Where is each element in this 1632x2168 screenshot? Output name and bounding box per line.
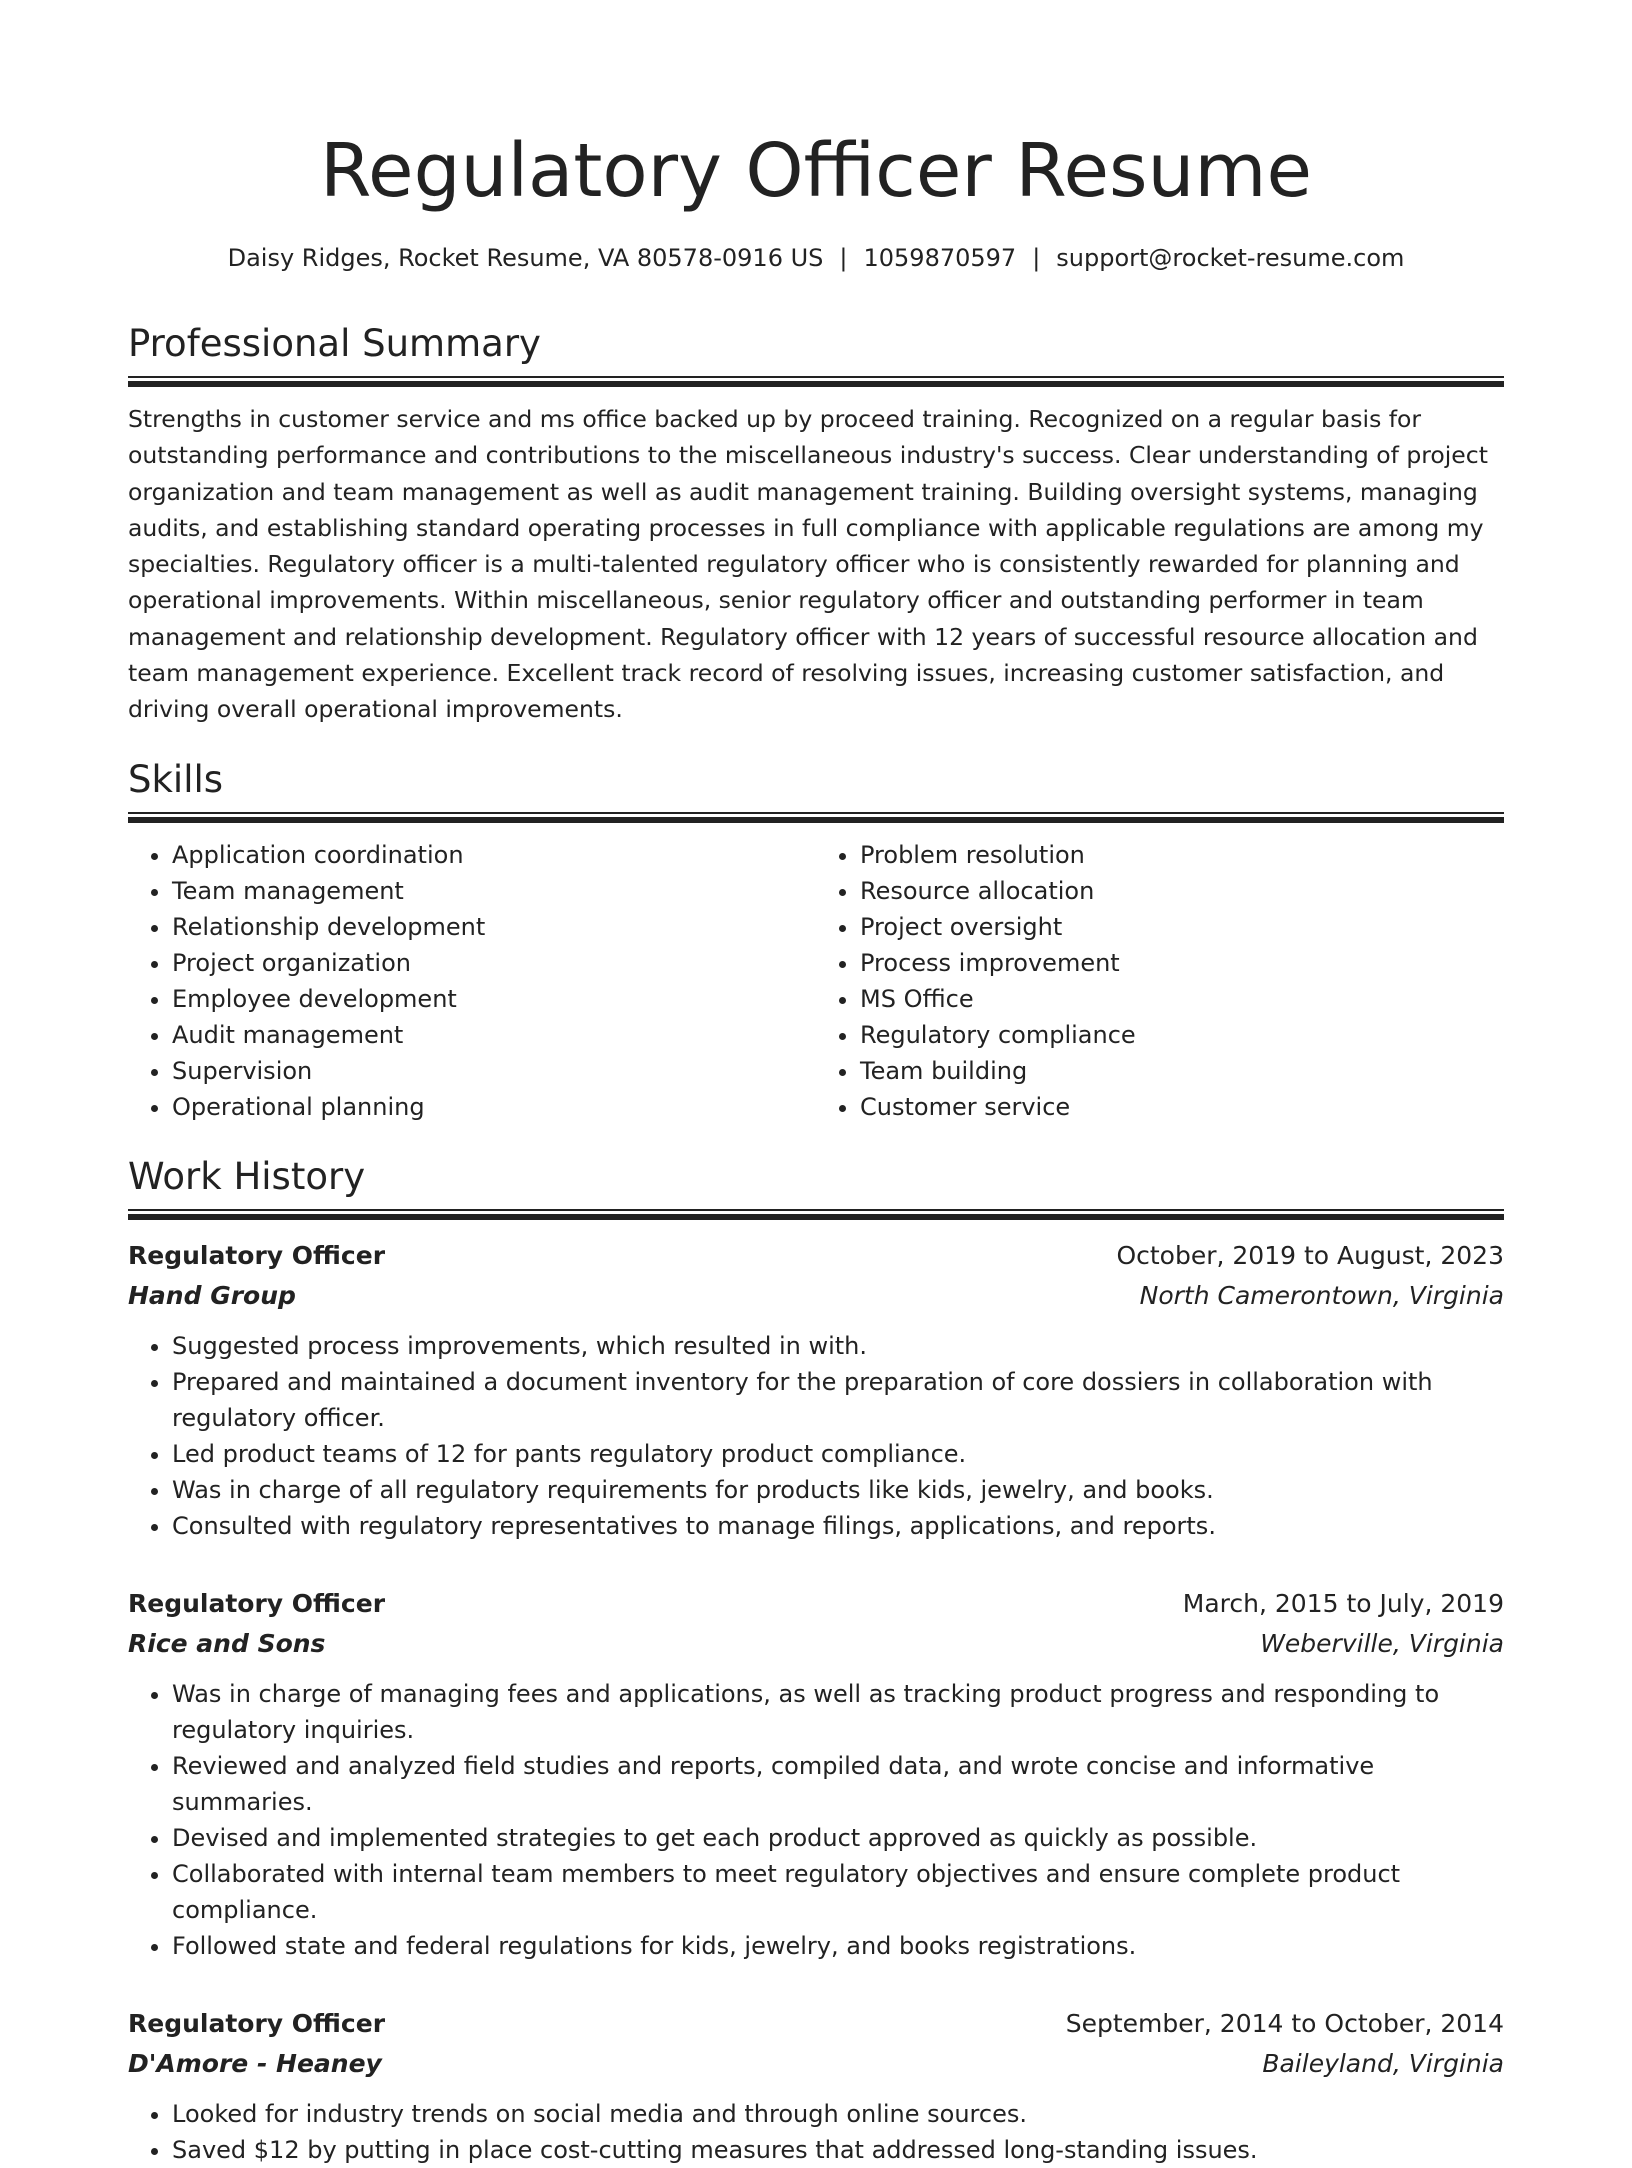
job-dates: October, 2019 to August, 2023 — [1116, 1240, 1504, 1270]
section-divider — [128, 376, 1504, 387]
skills-section — [128, 758, 1504, 1125]
job-subheader — [128, 1276, 1504, 1316]
skill-item: • Application coordination — [172, 837, 816, 873]
skills-list-right — [816, 837, 1504, 1125]
contact-separator: | — [1032, 244, 1041, 272]
skill-item: • Team management — [172, 873, 816, 909]
professional-summary-section — [128, 322, 1504, 728]
skill-item: • Employee development — [172, 981, 816, 1017]
job-bullet: • Looked for industry trends on social media and through online sources. — [172, 2096, 1504, 2132]
skill-item: • Team building — [860, 1053, 1504, 1089]
job-bullet: • Was in charge of managing fees and applications, as well as tracking product progress and responding to regulatory inquiries. — [172, 1676, 1504, 1748]
job-dates: March, 2015 to July, 2019 — [1182, 1588, 1504, 1618]
job-entry — [128, 1584, 1504, 1964]
skill-item: • Problem resolution — [860, 837, 1504, 873]
contact-address: Daisy Ridges, Rocket Resume, VA 80578-0916 US — [227, 244, 824, 272]
job-location: Weberville, Virginia — [1260, 1628, 1504, 1658]
job-subheader — [128, 1624, 1504, 1664]
contact-separator: | — [839, 244, 848, 272]
skill-item: • MS Office — [860, 981, 1504, 1017]
section-heading: Professional Summary — [128, 322, 541, 365]
job-bullet: • Was in charge of all regulatory requirements for products like kids, jewelry, and books. — [172, 1472, 1504, 1508]
job-bullet: • Reviewed and analyzed field studies and reports, compiled data, and wrote concise and informative summaries. — [172, 1748, 1504, 1820]
skill-item: • Supervision — [172, 1053, 816, 1089]
job-bullet: • Prepared and maintained a document inventory for the preparation of core dossiers in collaboration with regulatory officer. — [172, 1364, 1504, 1436]
section-divider — [128, 1209, 1504, 1220]
job-bullet: • Devised and implemented strategies to get each product approved as quickly as possible. — [172, 1820, 1504, 1856]
resume-title: Regulatory Officer Resume — [319, 128, 1313, 214]
job-title: Regulatory Officer — [128, 2008, 386, 2038]
job-bullets — [128, 2096, 1504, 2168]
skill-item: • Project organization — [172, 945, 816, 981]
job-entry — [128, 2004, 1504, 2168]
contact-email: support@rocket-resume.com — [1056, 244, 1405, 272]
job-header — [128, 1236, 1504, 1276]
job-location: North Camerontown, Virginia — [1139, 1280, 1504, 1310]
summary-text: Strengths in customer service and ms office backed up by proceed training. Recognized on a regular basis for outstanding performance and contributions to the miscellaneous industry's success. Clear understanding of project organization and team management as well as audit management training. Building oversight systems, managing audits, and establishing standard operating processes in full compliance with applicable regulations are among my specialties. Regulatory officer is a multi-talented regulatory officer who is consistently rewarded for planning and operational improvements. Within miscellaneous, senior regulatory officer and outstanding performer in team management and relationship development. Regulatory officer with 12 years of successful resource allocation and team management experience. Excellent track record of resolving issues, increasing customer satisfaction, and driving overall operational improvements. — [128, 405, 1488, 724]
skill-item: • Regulatory compliance — [860, 1017, 1504, 1053]
job-entry — [128, 1236, 1504, 1544]
skill-item: • Relationship development — [172, 909, 816, 945]
skills-list-left — [128, 837, 816, 1125]
skill-item: • Customer service — [860, 1089, 1504, 1125]
job-bullet: • Led product teams of 12 for pants regulatory product compliance. — [172, 1436, 1504, 1472]
job-subheader — [128, 2044, 1504, 2084]
company-name: D'Amore - Heaney — [128, 2048, 382, 2078]
job-bullet: • Collaborated with internal team members to meet regulatory objectives and ensure complete product compliance. — [172, 1856, 1504, 1928]
job-title: Regulatory Officer — [128, 1240, 386, 1270]
skill-item: • Project oversight — [860, 909, 1504, 945]
job-header — [128, 1584, 1504, 1624]
contact-line — [128, 242, 1504, 274]
job-bullet: • Suggested process improvements, which resulted in with. — [172, 1328, 1504, 1364]
job-title: Regulatory Officer — [128, 1588, 386, 1618]
job-bullet: • Saved $12 by putting in place cost-cutting measures that addressed long-standing issues. — [172, 2132, 1504, 2168]
work-history-section — [128, 1155, 1504, 2168]
skill-item: • Resource allocation — [860, 873, 1504, 909]
job-bullet: • Followed state and federal regulations for kids, jewelry, and books registrations. — [172, 1928, 1504, 1964]
section-heading: Work History — [128, 1154, 366, 1198]
job-bullet: • Consulted with regulatory representatives to manage filings, applications, and reports. — [172, 1508, 1504, 1544]
job-header — [128, 2004, 1504, 2044]
job-bullets — [128, 1328, 1504, 1544]
section-divider — [128, 812, 1504, 823]
skill-item: • Process improvement — [860, 945, 1504, 981]
section-heading: Skills — [128, 757, 224, 801]
job-bullets — [128, 1676, 1504, 1964]
company-name: Rice and Sons — [128, 1628, 326, 1658]
contact-phone: 1059870597 — [863, 244, 1017, 272]
job-dates: September, 2014 to October, 2014 — [1065, 2008, 1504, 2038]
skill-item: • Operational planning — [172, 1089, 816, 1125]
job-location: Baileyland, Virginia — [1262, 2048, 1504, 2078]
skills-grid — [128, 837, 1504, 1125]
company-name: Hand Group — [128, 1280, 296, 1310]
skill-item: • Audit management — [172, 1017, 816, 1053]
resume-page — [128, 0, 1504, 2168]
